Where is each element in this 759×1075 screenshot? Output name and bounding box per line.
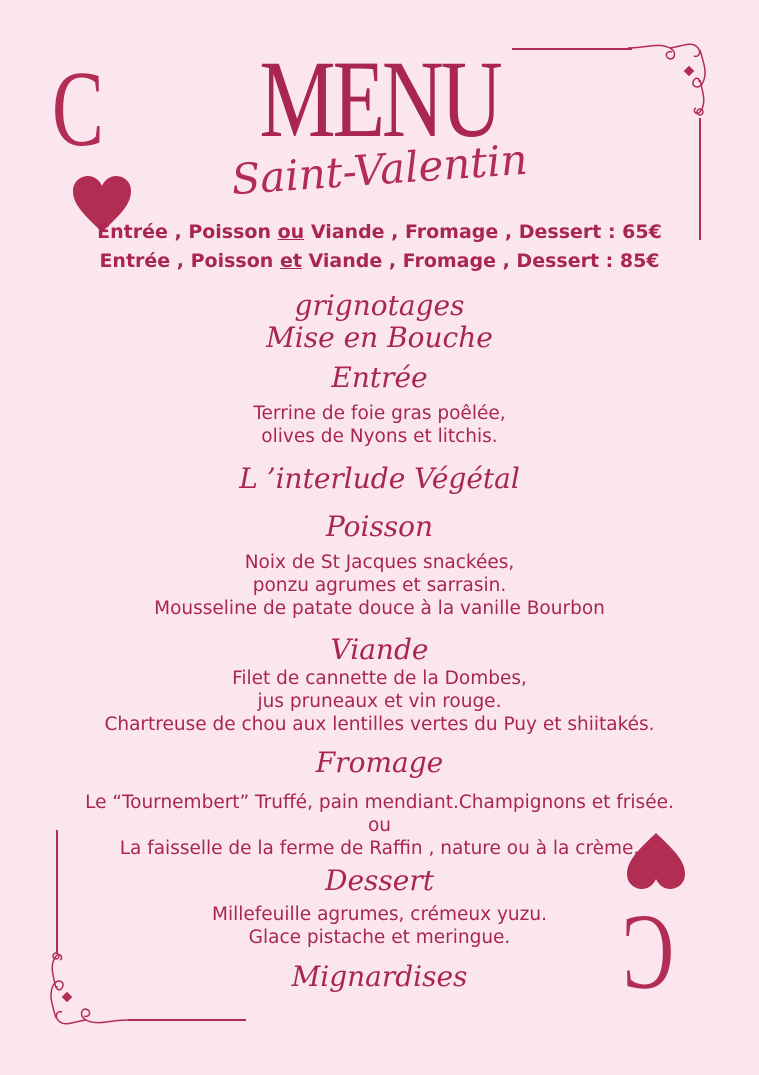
section-heading-dessert: Dessert — [325, 864, 434, 897]
formula-connector: et — [279, 250, 302, 272]
dish-line: Le “Tournembert” Truffé, pain mendiant.Champignons et frisée. — [85, 792, 674, 813]
formula-line-2 — [0, 250, 759, 272]
menu-title: MENU — [259, 38, 500, 160]
section-heading-mise-en-bouche: Mise en Bouche — [266, 321, 493, 354]
section-heading-interlude: L ’interlude Végétal — [239, 462, 520, 495]
dish-line: Filet de cannette de la Dombes, — [232, 668, 527, 689]
dish-line: Chartreuse de chou aux lentilles vertes du Puy et shiitakés. — [104, 714, 655, 735]
dish-line: Mousseline de patate douce à la vanille Bourbon — [154, 598, 605, 619]
dish-line: Millefeuille agrumes, crémeux yuzu. — [212, 904, 547, 925]
dish-line: Terrine de foie gras poêlée, — [253, 403, 506, 424]
section-heading-grignotages: grignotages — [294, 289, 465, 322]
card-letter-bottom: C — [622, 893, 674, 1012]
section-heading-viande: Viande — [330, 633, 429, 666]
poisson-dish — [0, 551, 759, 620]
dish-line: olives de Nyons et litchis. — [261, 426, 498, 447]
fromage-dish — [0, 791, 759, 860]
section-heading-fromage: Fromage — [315, 746, 444, 779]
section-heading-mignardises: Mignardises — [291, 960, 468, 993]
dish-line: Noix de St Jacques snackées, — [244, 552, 515, 573]
dessert-dish — [0, 903, 759, 949]
dish-line: Glace pistache et meringue. — [248, 927, 511, 948]
section-heading-entree: Entrée — [331, 361, 428, 394]
formula-connector: ou — [277, 221, 305, 243]
dish-line: ou — [367, 815, 392, 836]
menu-subtitle: Saint-Valentin — [229, 134, 530, 205]
formula-text: Entrée , Poisson — [99, 250, 280, 272]
dish-line: ponzu agrumes et sarrasin. — [252, 575, 507, 596]
dish-line: La faisselle de la ferme de Raffin , nature ou à la crème. — [119, 838, 640, 859]
formula-text: Entrée , Poisson — [97, 221, 278, 243]
formula-text: Viande , Fromage , Dessert : 85€ — [301, 250, 660, 272]
card-letter-top: C — [52, 50, 104, 169]
section-heading-poisson: Poisson — [325, 510, 434, 543]
dish-line: jus pruneaux et vin rouge. — [257, 691, 502, 712]
viande-dish — [0, 667, 759, 736]
frame-line-bottom — [128, 1019, 246, 1021]
formula-text: Viande , Fromage , Dessert : 65€ — [304, 221, 662, 243]
formula-line-1 — [0, 221, 759, 243]
entree-dish — [0, 402, 759, 448]
